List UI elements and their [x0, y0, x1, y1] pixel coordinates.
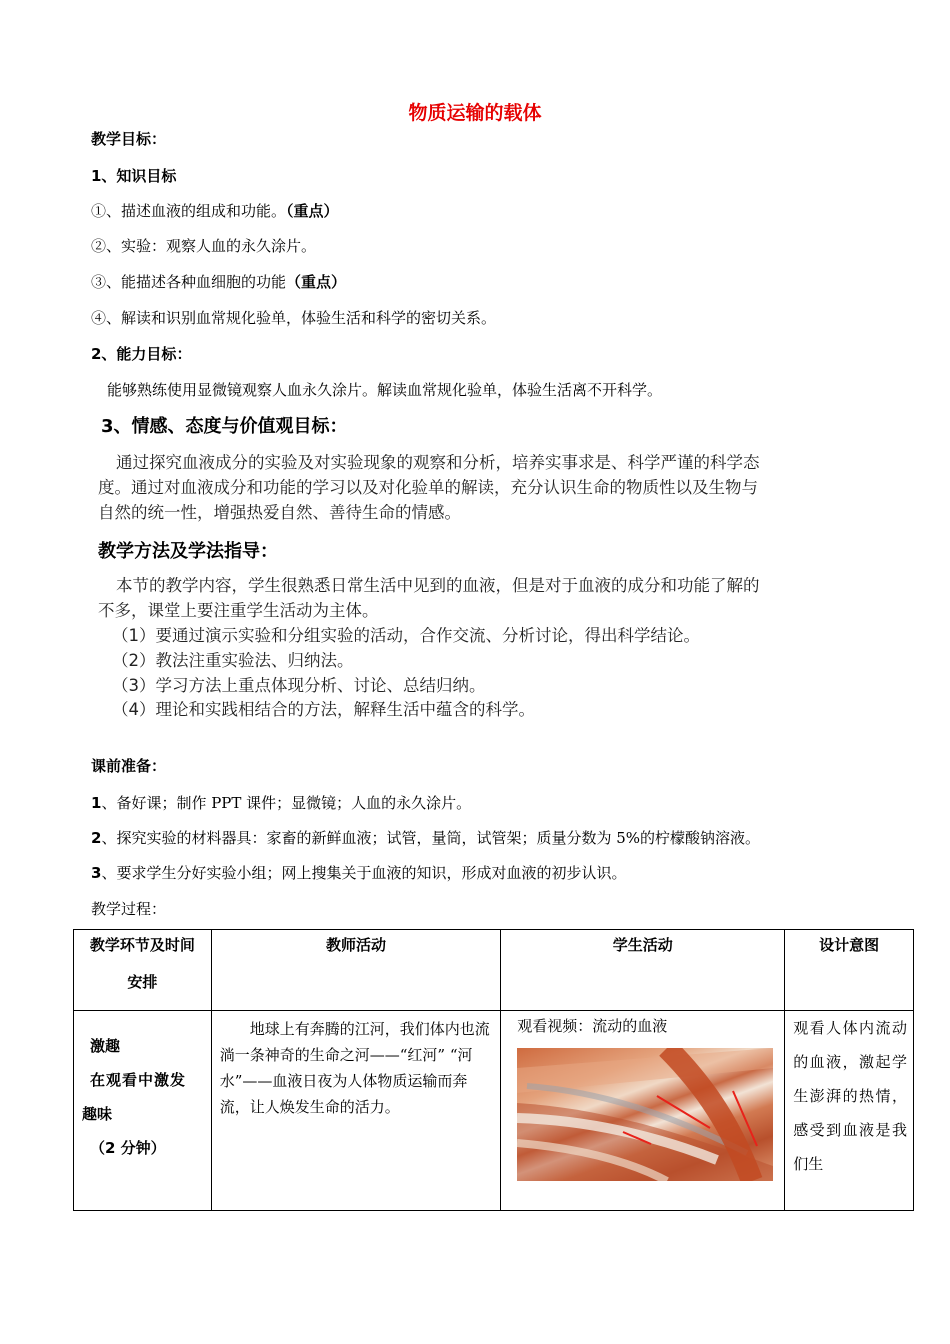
method-heading: 教学方法及学法指导：: [98, 541, 278, 562]
student-activity: 观看视频：流动的血液: [517, 1017, 668, 1035]
method-line-4: （2）教法注重实验法、归纳法。: [112, 651, 354, 670]
prep-text: 、备好课；制作 PPT 课件；显微镜；人血的永久涂片。: [101, 794, 472, 812]
knowledge-item-3: [91, 271, 346, 292]
teacher-cell: [211, 1011, 500, 1211]
process-table: [73, 929, 914, 1211]
knowledge-item-text: ①、描述血液的组成和功能。: [91, 202, 287, 220]
knowledge-item-text: ④、解读和识别血常规化验单，体验生活和科学的密切关系。: [91, 309, 497, 327]
prep-text: 、探究实验的材料器具：家畜的新鲜血液；试管，量筒，试管架；质量分数为 5%的柠檬酸钠溶液。: [101, 829, 761, 847]
header-stage-line-2: 安排: [127, 973, 158, 991]
emotion-heading: 3、情感、态度与价值观目标：: [101, 416, 348, 437]
stage-line-4: （2 分钟）: [90, 1139, 166, 1157]
knowledge-item-1: [91, 200, 339, 221]
header-teacher: [211, 930, 500, 1011]
method-line-6: （4）理论和实践相结合的方法，解释生活中蕴含的科学。: [112, 700, 535, 719]
method-line-1: 本节的教学内容，学生很熟悉日常生活中见到的血液，但是对于血液的成分和功能了解的: [116, 576, 760, 595]
blood-flow-video-image: [517, 1048, 773, 1181]
header-stage: [74, 930, 212, 1011]
header-teacher-label: 教师活动: [325, 936, 386, 954]
prep-item-3: [91, 862, 626, 883]
method-line-5: （3）学习方法上重点体现分析、讨论、总结归纳。: [112, 676, 486, 695]
page-title: 物质运输的载体: [408, 102, 542, 124]
header-stage-line-1: 教学环节及时间: [89, 936, 195, 954]
table-header-row: [74, 930, 914, 1011]
knowledge-item-2: [91, 235, 316, 256]
ability-text: 能够熟练使用显微镜观察人血永久涂片。解读血常规化验单，体验生活离不开科学。: [107, 381, 663, 399]
prep-number: 2: [91, 829, 102, 847]
emotion-line-2: 度。通过对血液成分和功能的学习以及对化验单的解读，充分认识生命的物质性以及生物与: [98, 478, 758, 497]
prep-number: 1: [91, 794, 102, 812]
stage-line-1: 激趣: [90, 1037, 121, 1055]
teacher-activity: 地球上有奔腾的江河，我们体内也流淌一条神奇的生命之河——“红河” “河水”——血液日夜为人体物质运输而奔流，让人焕发生命的活力。: [219, 1020, 490, 1116]
goals-heading: 教学目标：: [91, 130, 167, 148]
stage-line-2: 在观看中激发: [90, 1071, 187, 1089]
header-student-label: 学生活动: [612, 936, 673, 954]
header-intent-label: 设计意图: [819, 936, 880, 954]
knowledge-item-4: [91, 307, 496, 328]
prep-item-2: [91, 827, 760, 848]
intent-text: 观看人体内流动的血液，激起学生澎湃的热情，感受到血液是我们生: [793, 1019, 907, 1173]
process-heading: 教学过程：: [91, 900, 167, 918]
table-row: [74, 1011, 914, 1211]
emotion-line-1: 通过探究血液成分的实验及对实验现象的观察和分析，培养实事求是、科学严谨的科学态: [116, 453, 760, 472]
ability-heading: 2、能力目标：: [91, 345, 192, 363]
prep-item-1: [91, 792, 471, 813]
key-point-tag: （重点）: [286, 202, 339, 220]
header-intent: [785, 930, 914, 1011]
stage-cell: [74, 1011, 212, 1211]
intent-cell: [785, 1011, 914, 1211]
prep-text: 、要求学生分好实验小组；网上搜集关于血液的知识，形成对血液的初步认识。: [101, 864, 627, 882]
method-line-2: 不多，课堂上要注重学生活动为主体。: [98, 601, 379, 620]
stage-text: [74, 1011, 211, 1165]
key-point-tag: （重点）: [286, 273, 347, 291]
blood-flow-video-thumbnail[interactable]: [517, 1048, 773, 1181]
prep-heading: 课前准备：: [91, 757, 167, 775]
knowledge-item-text: ②、实验：观察人血的永久涂片。: [91, 237, 317, 255]
knowledge-heading: 1、知识目标: [91, 167, 177, 185]
method-line-3: （1）要通过演示实验和分组实验的活动，合作交流、分析讨论，得出科学结论。: [112, 626, 700, 645]
student-cell: [501, 1011, 785, 1211]
prep-number: 3: [91, 864, 102, 882]
stage-line-3: 趣味: [82, 1105, 113, 1123]
knowledge-item-text: ③、能描述各种血细胞的功能: [91, 273, 287, 291]
header-student: [501, 930, 785, 1011]
emotion-line-3: 自然的统一性，增强热爱自然、善待生命的情感。: [98, 503, 461, 522]
